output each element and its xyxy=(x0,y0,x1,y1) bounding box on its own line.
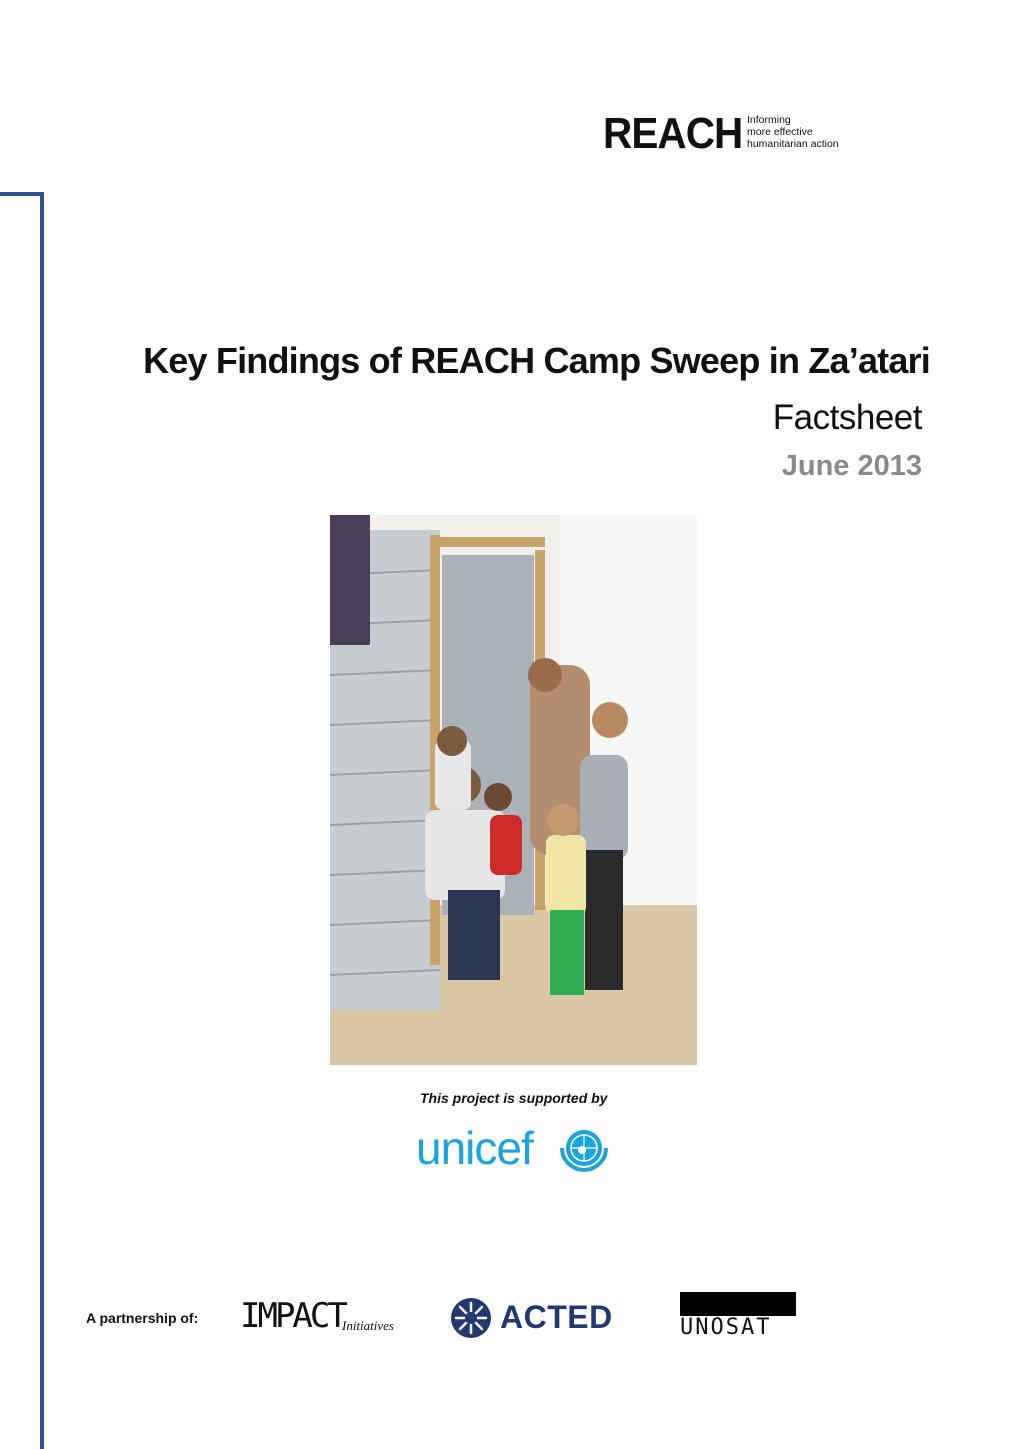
document-title: Key Findings of REACH Camp Sweep in Za’atari xyxy=(143,340,930,381)
unosat-logo-bar xyxy=(680,1292,796,1316)
unosat-logo-word: UNOSAT xyxy=(680,1315,772,1340)
partnership-label: A partnership of: xyxy=(86,1310,199,1326)
acted-emblem-icon xyxy=(450,1297,492,1339)
cover-photo-illustration xyxy=(330,515,697,1065)
page-side-frame xyxy=(0,192,44,1449)
unicef-emblem-icon xyxy=(556,1124,612,1174)
unosat-logo xyxy=(680,1292,796,1340)
reach-tagline-line-2: more effective xyxy=(747,126,813,138)
document-date: June 2013 xyxy=(781,450,922,482)
reach-tagline-line-1: Informing xyxy=(747,114,791,126)
acted-logo-word: ACTED xyxy=(500,1299,613,1335)
reach-logo-word: REACH xyxy=(603,109,743,158)
unicef-logo-word: unicef xyxy=(416,1122,533,1174)
support-label: This project is supported by xyxy=(420,1090,608,1106)
document-subtitle: Factsheet xyxy=(772,398,922,437)
cover-photo xyxy=(330,515,697,1065)
reach-tagline xyxy=(747,114,857,150)
impact-logo-subword: Initiatives xyxy=(342,1318,394,1333)
reach-tagline-line-3: humanitarian action xyxy=(747,138,839,150)
impact-logo-word: IMPACT xyxy=(240,1296,345,1336)
